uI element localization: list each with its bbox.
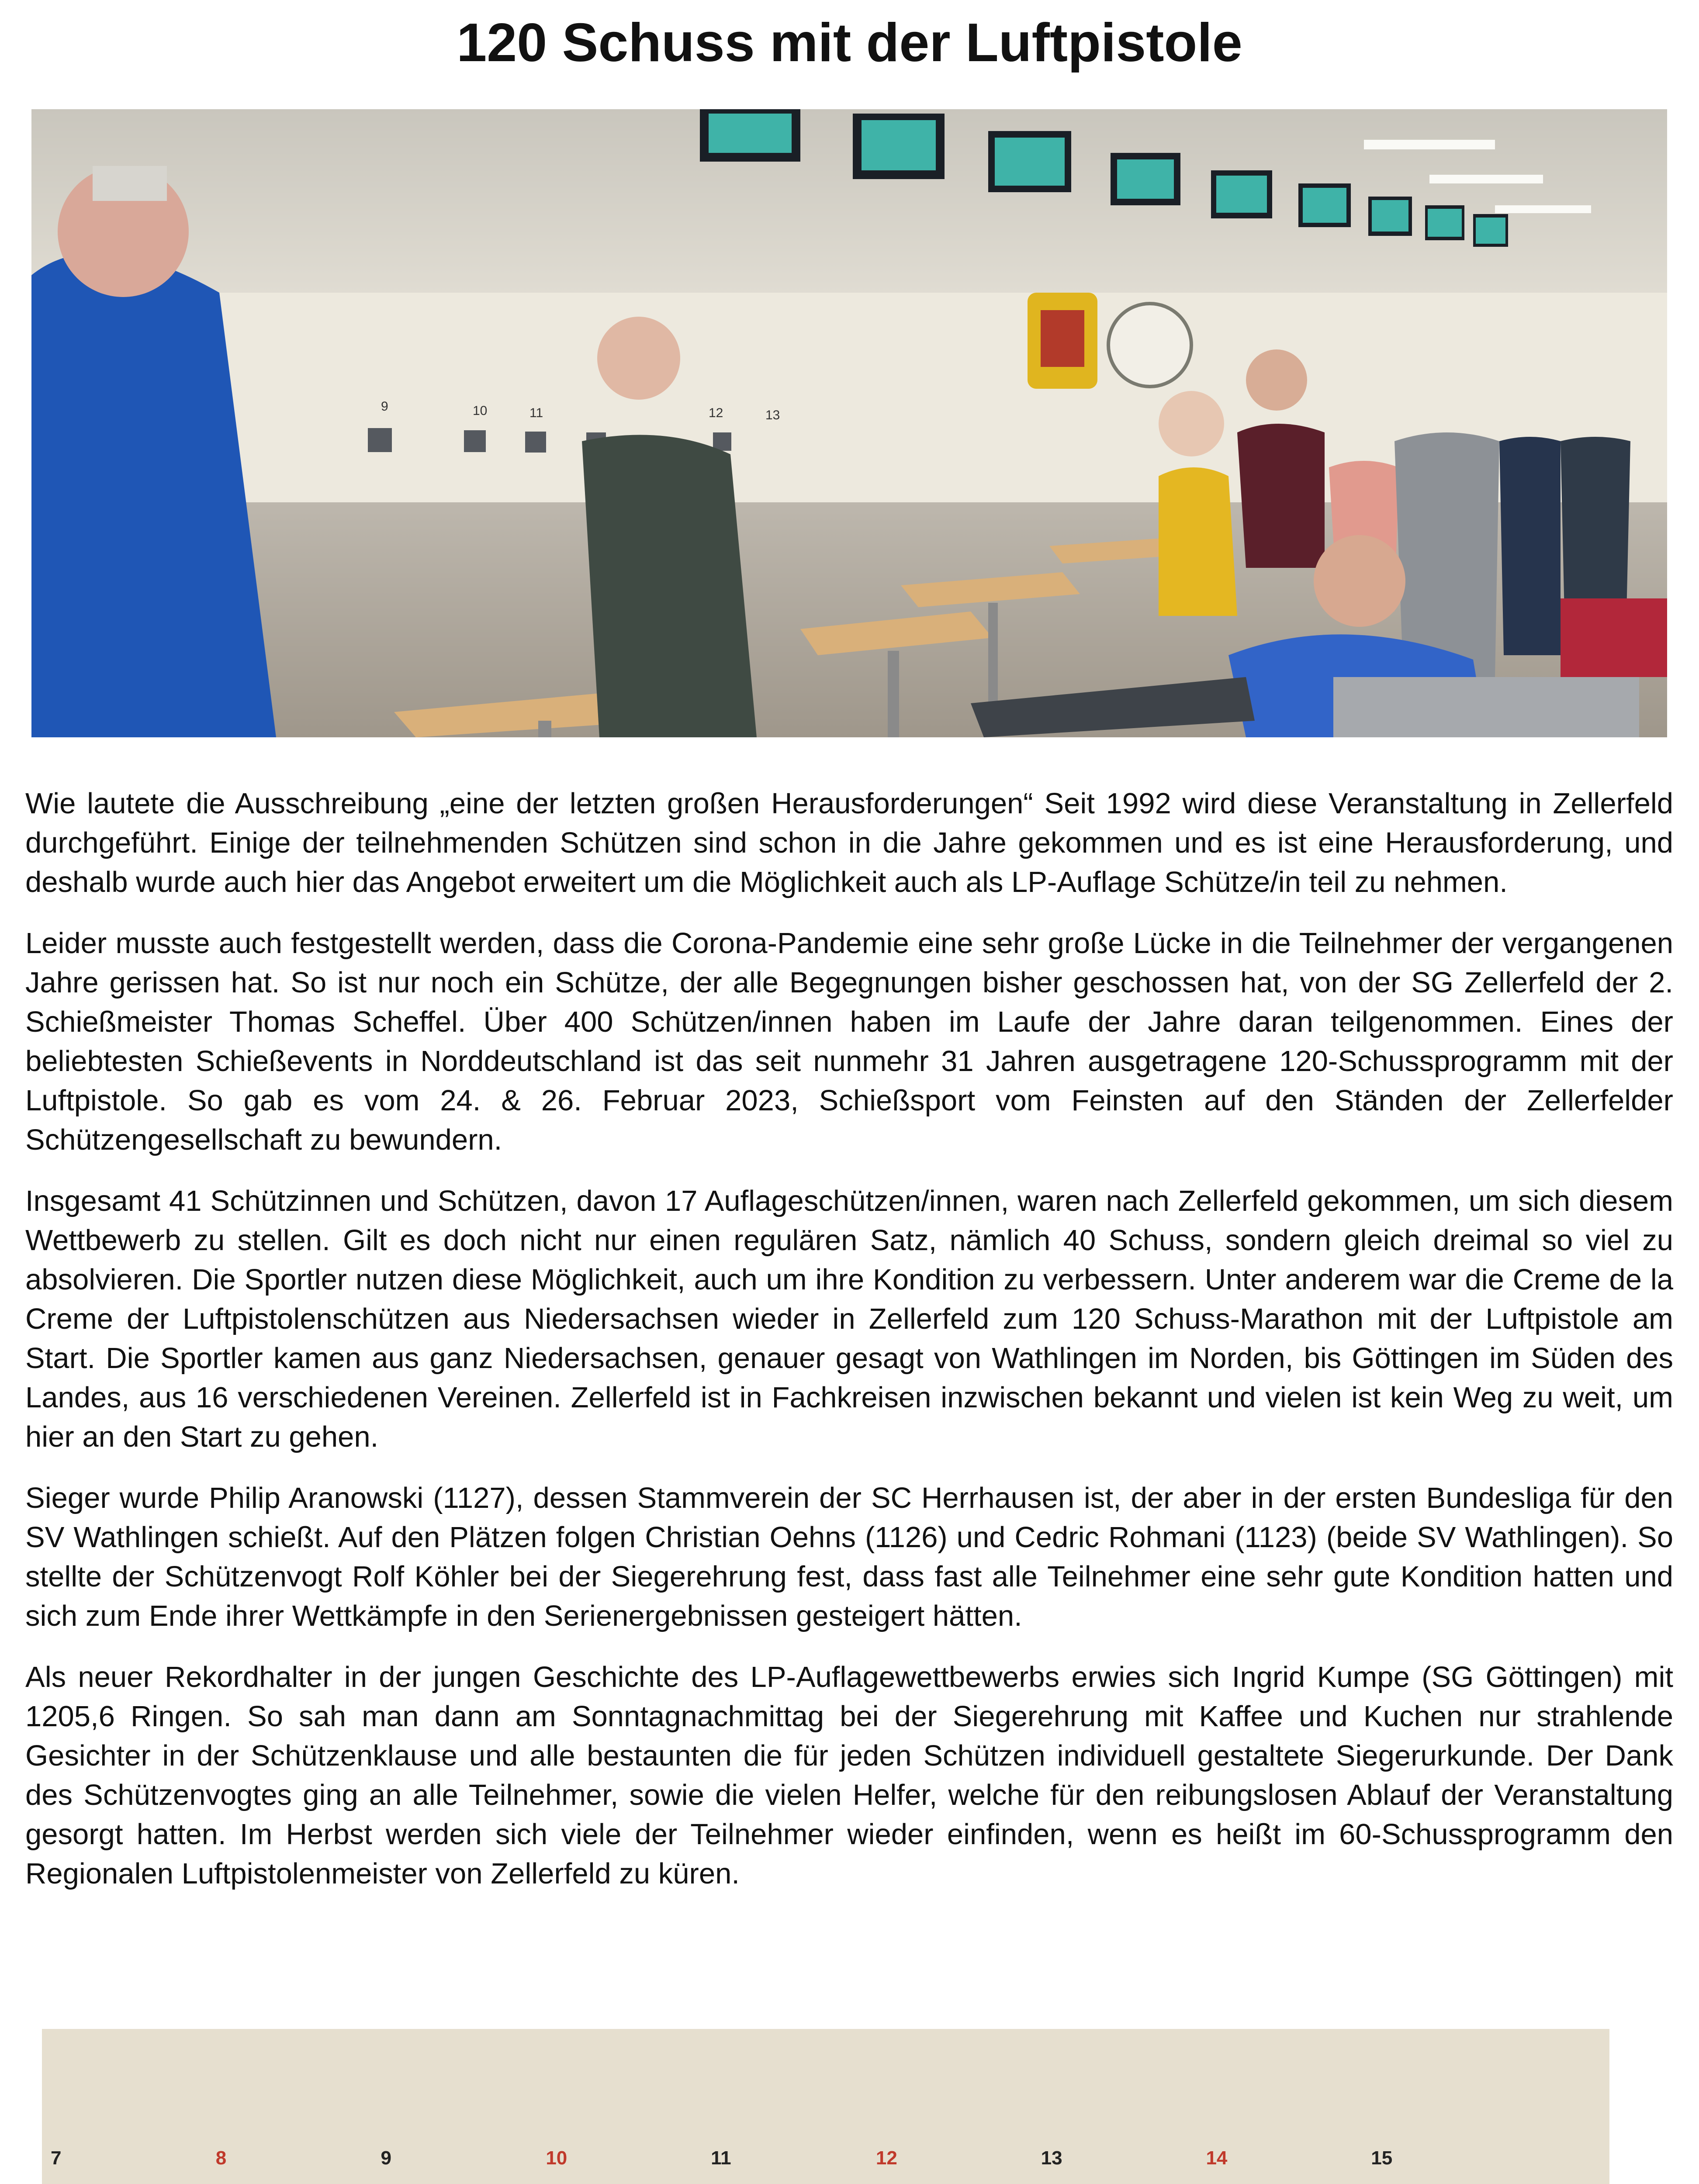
lane-number: 9 [381,399,388,414]
lane-number: 8 [215,2147,227,2169]
lane-number: 10 [473,404,488,418]
paragraph: Als neuer Rekordhalter in der jungen Geschichte des LP-Auflagewettbewerbs erwies sich Ingrid Kumpe (SG Göttingen) mit 1205,6 Ringen. So sah man dann am Sonntagnachmittag bei der Siegerehrung mit Kaffee und Kuchen nur strahlende Gesichter in der Schützenklause und alle bestaunten die für jeden Schützen individuell gestaltete Siegerurkunde. Der Dank des Schützenvogtes ging an alle Teilnehmer, sowie die vielen Helfer, welche für den reibungslosen Ablauf der Veranstaltung gesorgt hatten. Im Herbst werden sich viele der Teilnehmer wieder einfinden, wenn es heißt im 60-Schussprogramm den Regionalen Luftpistolenmeister von Zellerfeld zu küren. [25,1661,1673,1890]
paragraph: Insgesamt 41 Schützinnen und Schützen, davon 17 Auflageschützen/innen, waren nach Zellerfeld gekommen, um sich diesem Wettbewerb zu stellen. Gilt es doch nicht nur einen regulären Satz, nämlich 40 Schuss, sondern gleich dreimal so viel zu absolvieren. Die Sportler nutzen diese Möglichkeit, auch um ihre Kondition zu verbessern. Unter anderem war die Creme de la Creme der Luftpistolenschützen aus Niedersachsen wieder in Zellerfeld zum 120 Schuss-Marathon mit der Luftpistole am Start. Die Sportler kamen aus ganz Niedersachsen, genauer gesagt von Wathlingen im Norden, bis Göttingen im Süden des Landes, aus 16 verschiedenen Vereinen. Zellerfeld ist in Fachkreisen inzwischen bekannt und vielen ist kein Weg zu weit, um hier an den Start zu gehen. [25,1185,1673,1453]
lane-number: 7 [51,2147,62,2169]
club-emblem-round [1108,304,1191,387]
lane-number: 12 [875,2147,897,2169]
shooting-range-photo [31,109,1667,737]
lane-number: 10 [546,2147,567,2169]
lane-number: 15 [1371,2147,1393,2169]
lane-number: 14 [1206,2147,1228,2169]
shooting-range-illustration [31,109,1667,737]
page-title: 120 Schuss mit der Luftpistole [457,13,1242,73]
lane-number: 9 [381,2147,392,2169]
paragraph: Wie lautete die Ausschreibung „eine der letzten großen Herausforderungen“ Seit 1992 wird diese Veranstaltung in Zellerfeld durchgeführt. Einige der teilnehmenden Schützen sind schon in die Jahre gekommen und es ist eine Herausforderung, und deshalb wurde auch hier das Angebot erweitert um die Möglichkeit auch als LP-Auflage Schütze/in teil zu nehmen. [25,787,1673,898]
paragraph: Sieger wurde Philip Aranowski (1127), dessen Stammverein der SC Herrhausen ist, der aber in der ersten Bundesliga für den SV Wathlingen schießt. Auf den Plätzen folgen Christian Oehns (1126) und Cedric Rohmani (1123) (beide SV Wathlingen). So stellte der Schützenvogt Rolf Köhler bei der Siegerehrung fest, dass fast alle Teilnehmer eine sehr gute Kondition hatten und sich zum Ende ihrer Wettkämpfe in den Serienergebnissen gesteigert hätten. [25,1482,1673,1632]
lane-number: 13 [765,408,780,422]
paragraph: Leider musste auch festgestellt werden, dass die Corona-Pandemie eine sehr große Lücke in die Teilnehmer der vergangenen Jahre gerissen hat. So ist nur noch ein Schütze, der alle Begegnungen bisher geschossen hat, von der SG Zellerfeld der 2. Schießmeister Thomas Scheffel. Über 400 Schützen/innen haben im Laufe der Jahre daran teilgenommen. Eines der beliebtesten Schießevents in Norddeutschland ist das seit nunmehr 31 Jahren ausgetragene 120-Schussprogramm mit der Luftpistole. So gab es vom 24. & 26. Februar 2023, Schießsport vom Feinsten auf den Ständen der Zellerfelder Schützengesellschaft zu bewundern. [25,927,1673,1156]
lane-number: 13 [1041,2147,1062,2169]
lane-number: 11 [529,406,543,420]
lane-number: 11 [711,2147,731,2169]
article-body [25,784,1673,1915]
group-photo [42,2029,1609,2184]
lane-number: 12 [709,406,723,420]
group-photo-illustration [42,2029,1609,2184]
